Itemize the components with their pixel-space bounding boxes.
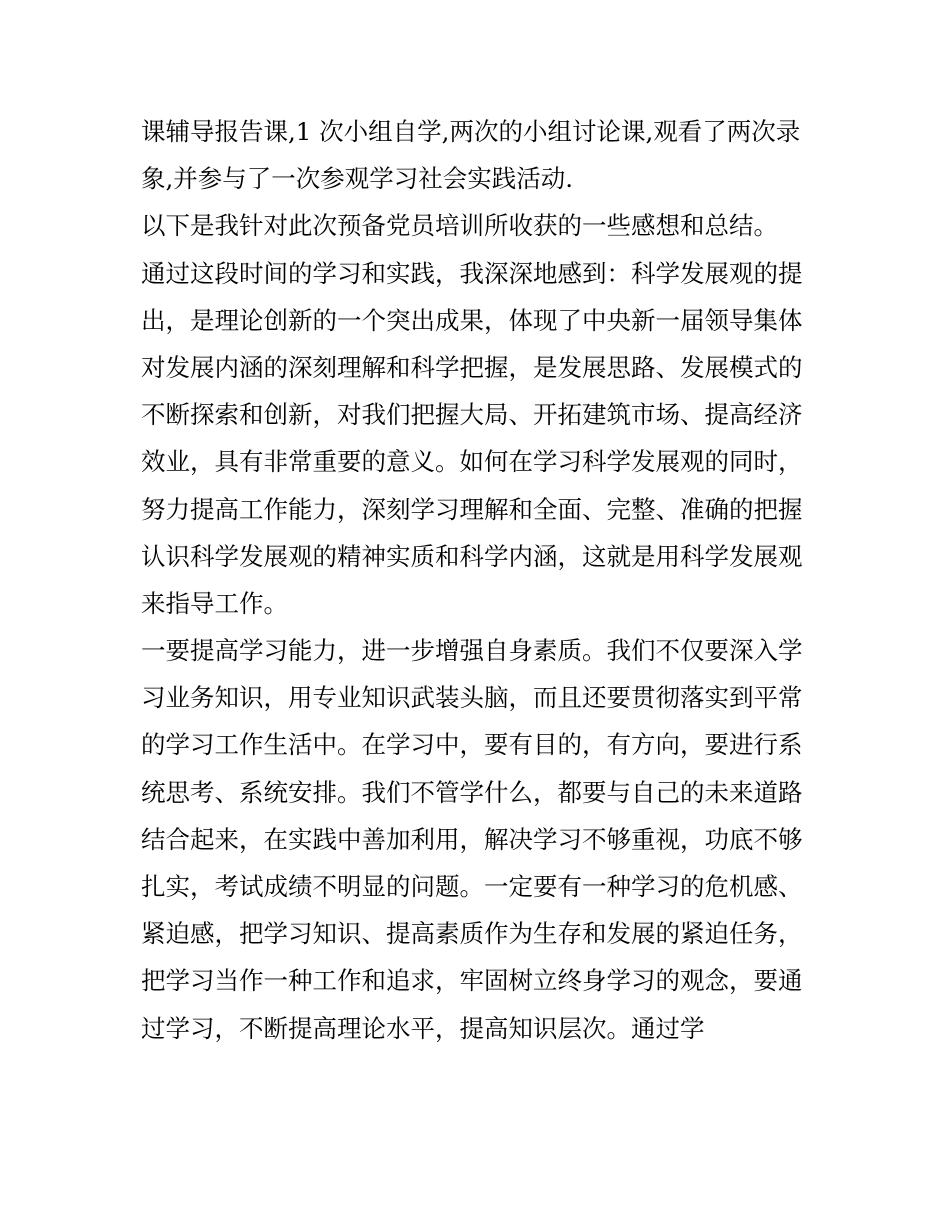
text-line: 习业务知识，用专业知识武装头脑，而且还要贯彻落实到平常 xyxy=(141,683,803,713)
text-line: 课辅导报告课,1 次小组自学,两次的小组讨论课,观看了两次录 xyxy=(141,117,801,146)
text-line: 效业，具有非常重要的意义。如何在学习科学发展观的同时， xyxy=(141,447,803,477)
text-line: 结合起来，在实践中善加利用，解决学习不够重视，功底不够 xyxy=(141,824,803,854)
text-line: 努力提高工作能力，深刻学习理解和全面、完整、准确的把握 xyxy=(141,494,803,524)
text-line: 把学习当作一种工作和追求，牢固树立终身学习的观念，要通 xyxy=(141,966,803,996)
text-line: 出，是理论创新的一个突出成果，体现了中央新一届领导集体 xyxy=(141,305,803,335)
text-line: 不断探索和创新，对我们把握大局、开拓建筑市场、提高经济 xyxy=(141,400,803,430)
text-line: 的学习工作生活中。在学习中，要有目的，有方向，要进行系 xyxy=(141,730,803,760)
text-line: 一要提高学习能力，进一步增强自身素质。我们不仅要深入学 xyxy=(141,636,803,666)
text-line: 紧迫感，把学习知识、提高素质作为生存和发展的紧迫任务， xyxy=(141,919,803,949)
text-line: 以下是我针对此次预备党员培训所收获的一些感想和总结。 xyxy=(141,211,778,241)
text-line: 象,并参与了一次参观学习社会实践活动. xyxy=(141,164,574,194)
text-line: 统思考、系统安排。我们不管学什么，都要与自己的未来道路 xyxy=(141,777,803,807)
text-line: 通过这段时间的学习和实践，我深深地感到：科学发展观的提 xyxy=(141,258,803,288)
text-line: 认识科学发展观的精神实质和科学内涵，这就是用科学发展观 xyxy=(141,541,803,571)
text-line: 扎实，考试成绩不明显的问题。一定要有一种学习的危机感、 xyxy=(141,872,803,901)
text-line: 来指导工作。 xyxy=(141,588,288,618)
text-line: 对发展内涵的深刻理解和科学把握，是发展思路、发展模式的 xyxy=(141,352,803,382)
text-line: 过学习，不断提高理论水平，提高知识层次。通过学 xyxy=(141,1013,705,1043)
body-text xyxy=(141,108,821,1052)
